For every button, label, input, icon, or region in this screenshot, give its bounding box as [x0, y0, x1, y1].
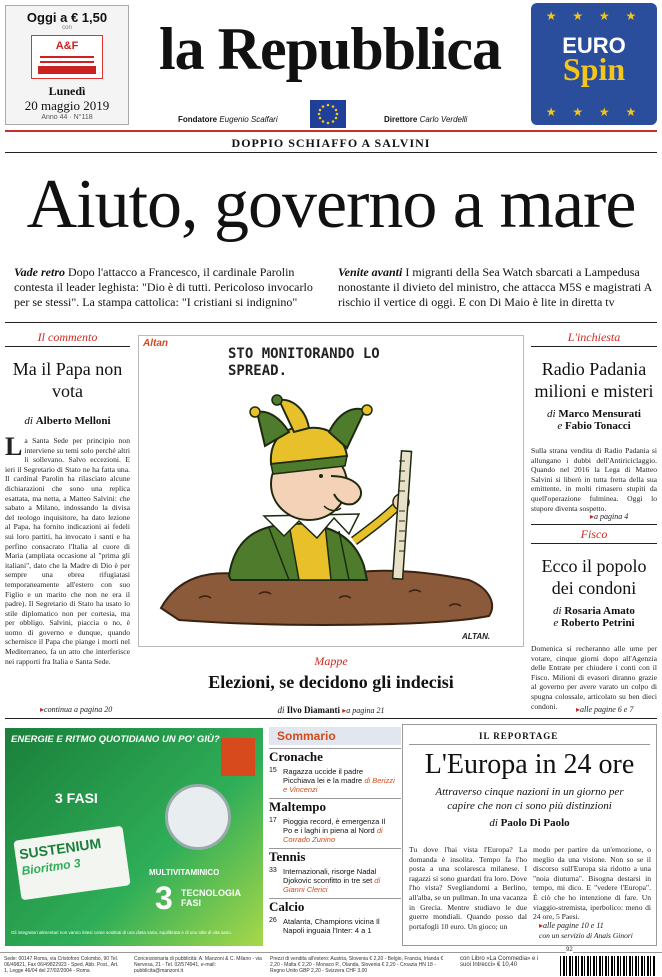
founder-credit: Fondatore Eugenio Scalfari [178, 115, 278, 124]
commento-label: Il commento [37, 330, 98, 344]
fisco-rule-top [531, 524, 657, 525]
sommario-page-num: 26 [269, 917, 277, 924]
sommario-entry: Atalanta, Champions vicina Il Napoli inguaia l'Inter: 4 a 1 [283, 917, 380, 935]
ad-brand: SUSTENIUM [18, 834, 103, 863]
sustenium-ad[interactable] [5, 728, 263, 946]
lead-deck-left [14, 265, 322, 310]
eurospin-ad[interactable] [531, 3, 657, 125]
lead-rule [5, 322, 657, 323]
issue-day: Lunedì [48, 84, 86, 98]
commento-link[interactable]: ▸ continua a pagina 20 [40, 705, 112, 714]
kicker-rule [5, 152, 657, 153]
sommario-section-name: Maltempo [269, 799, 327, 814]
inchiesta-body: Sulla strana vendita di Radio Padania si allungano i dubbi dell'Antiriciclaggio. Quando nel 2016 la Lega di Matteo Salvini si liberò in tutta fretta della sua emittente, in molti rimasero stupiti da quell'operazione fulminea. Oggi lo stupore diventa sospetto. [531, 446, 657, 513]
ad-tech: TECNOLOGIA FASI [181, 888, 241, 908]
sommario-section[interactable] [269, 798, 401, 846]
inchiesta-rule [531, 346, 657, 347]
sommario-section-name: Cronache [269, 749, 323, 764]
sommario-entry: Pioggia record, è emergenza Il Po e i laghi in piena al Nord di Corrado Zunino [283, 817, 386, 844]
reportage-col1: Tu dove l'hai vista l'Europa? La domanda è insolita. Tempo fa l'ho posta a una scolaresca milanese. I ragazzi si sono guardati fra loro. Dove l'ho vista? Svegliandomi a Berlino, all'alba, se un pullman. In una vacanza in Grecia. Mentre studiavo le due guerre mondiali. Quando posso dal portafogli 10 euro. Un gioco; un [409, 845, 527, 931]
cartoon-signature: ALTAN. [462, 632, 491, 641]
fisco-body: Domenica si recheranno alle urne per votare, cinque giorni dopo all'Agenzia delle Entrate per chiudere i conti con il Fisco. Milioni di evasori diranno grazie al governo per avere varato un colpo di spugna colossale, articolato su ben dieci condoni. [531, 644, 657, 711]
sommario-section[interactable] [269, 898, 401, 937]
reportage-subtitle: Attraverso cinque nazioni in un giorno per capire che non ci sono più distinzioni [435, 786, 624, 812]
bottom-rule [5, 718, 657, 719]
fisco-label: Fisco [580, 527, 608, 541]
ad-tech-num: 3 [155, 880, 173, 916]
fisco-link[interactable]: ▸ alle pagine 6 e 7 [576, 705, 633, 714]
mappe-link[interactable]: ▸ a pagina 21 [342, 706, 384, 715]
barcode-icon [560, 956, 656, 976]
promo-tag: con [62, 25, 72, 31]
sommario-page-num: 17 [269, 817, 277, 824]
ad-logo-badge [221, 738, 255, 776]
issue-date: 20 maggio 2019 [24, 98, 110, 113]
commento-title[interactable]: Ma il Papa non vota [12, 359, 123, 401]
promo-brand: A&F [55, 40, 79, 52]
sommario-section[interactable] [269, 848, 401, 896]
commento-body: La Santa Sede per principio non interviene su temi solo perché altri li sollevano. Salvo eccezioni. E ieri il Segretario di Stato ne ha fatta una. Il cardinal Parolin ha rilasciato alcune dichiarazioni che sono una replica esattata, ma netta, a Matteo Salvini: che sabato a Milano, indossando la divisa del teologo inquisitore, ha dato lezione al Papa, ha fornito indicazioni ai fedeli sui loro partiti, ha invocato i santi e ha perfino consacrato l'Italia al cuore di Maria (ampliata occasione al "prima gli italiani", dato che la Madre di Dio è per sempre una ebrea rifugiatasi temporaneamente all'estero con suo Figlio e un marito che non ne era il padre). Il Segretario di Stato ha usato lo stile diplomatico non per cortesia, ma per obbligo. Salvini, piaccia o no, è uomo di governo e dunque, quando schernisce il Papa che piange i morti nel Mediterraneo, fa un atto che interferisce nei rapporti fra Italia e Santa Sede. [5, 432, 130, 666]
inchiesta-byline: di Marco Mensurati e Fabio Tonacci [547, 408, 641, 432]
altan-cartoon [138, 335, 524, 647]
reportage-box [402, 724, 657, 946]
reportage-service: con un servizio di Anais Ginori [539, 931, 633, 940]
reportage-byline: di Paolo Di Paolo [489, 817, 570, 829]
deck-left-kicker: Vade retro [14, 265, 65, 279]
director-credit: Direttore Carlo Verdelli [384, 115, 468, 124]
ad-note: Gli integratori alimentari non vanno intesi come sostituti di una dieta varia, equilibrata e di uno stile di vita sano. [11, 930, 232, 935]
ad-stars-bottom: ★ ★ ★ ★ [545, 105, 643, 119]
footer-ads: Concessionaria di pubblicità: A. Manzoni & C. Milano - via Nervesa, 21 - Tel. 02/574941, e-mail: pubblicita@manzoni.it [134, 956, 262, 974]
reportage-label: IL REPORTAGE [409, 731, 650, 745]
sommario-page-num: 15 [269, 767, 277, 774]
sommario-page-num: 33 [269, 867, 277, 874]
cartoon-label: Altan [143, 338, 168, 349]
footer-prices: Prezzi di vendita all'estero: Austria, Slovenia € 2,20 - Belgio, Francia, Irlanda € 2,20 - Malta € 2,20 - Monaco P., Olanda, Slovenia € 2,20 - Croazia HN 18 - Regno Unito GBP 2,20 - Svizzera CHF 3,00 [270, 956, 444, 974]
deck-right-text: I migranti della Sea Watch sbarcati a Lampedusa nonostante il divieto del ministro, che attacca M5S e magistrati A rischio il vertice di oggi. E con Di Maio è lite in diretta tv [338, 265, 652, 309]
ad-brand-line2: Spin [562, 51, 626, 87]
inchiesta-label: L'inchiesta [567, 330, 621, 344]
footer [0, 947, 662, 977]
commento-rule [5, 346, 130, 347]
sommario-entry: Internazionali, risorge Nadal Djokovic sconfitto in tre set di Gianni Clerici [283, 867, 381, 894]
footer-address: Sede: 00147 Roma, via Cristoforo Colombo, 90 Tel. 06/49821, Fax 06/49822923 - Sped. Abb. Post., Art. 1, Legge 46/04 del 27/02/2004 - Roma [4, 956, 119, 974]
issue-number: Anno 44 · N°118 [41, 114, 93, 121]
ad-tagline: ENERGIE E RITMO QUOTIDIANO UN PO' GIÙ? [11, 734, 220, 745]
pill-icon [165, 784, 231, 850]
deck-left-text: Dopo l'attacco a Francesco, il cardinale Parolin contesta il leader leghista: "Dio è di tutti. Pericoloso invocarlo per se stessi". La stampa cattolica: "I cristiani si indignino" [14, 265, 313, 309]
product-box [13, 826, 130, 901]
commento-dropcap: L [5, 432, 23, 461]
lead-kicker: DOPPIO SCHIAFFO A SALVINI [231, 136, 431, 150]
cartoon-caption: STO MONITORANDO LO SPREAD. [228, 346, 380, 379]
barcode-number: 92 [566, 947, 573, 953]
reportage-title[interactable]: L'Europa in 24 ore [424, 749, 635, 780]
ad-product: Bioritmo 3 [20, 855, 82, 879]
newspaper-logo[interactable]: la Repubblica [158, 16, 502, 82]
reportage-link[interactable]: ▸ alle pagine 10 e 11 [539, 921, 604, 930]
deck-right-kicker: Venite avanti [338, 265, 403, 279]
lead-headline[interactable]: Aiuto, governo a mare [26, 166, 636, 243]
ad-stars-top: ★ ★ ★ ★ [545, 9, 643, 23]
ad-fasi: 3 FASI [55, 790, 98, 806]
sommario-section[interactable] [269, 748, 401, 796]
mappe-byline: di Ilvo Diamanti ▸ a pagina 21 [138, 705, 524, 715]
inchiesta-title[interactable]: Radio Padania milioni e misteri [534, 359, 654, 401]
inchiesta-link[interactable]: ▸ a pagina 4 [590, 512, 628, 521]
lead-deck-right [338, 265, 654, 310]
sommario-title: Sommario [269, 727, 401, 745]
eu-flag-icon [310, 100, 346, 128]
footer-offer: con Libro «La Commedia» e i suoi Intrecci» € 10,40 [460, 956, 539, 968]
mappe-label: Mappe [314, 654, 348, 668]
sommario-section-name: Calcio [269, 899, 305, 914]
fisco-rule [531, 543, 657, 544]
sommario-entry: Ragazza uccide il padre Picchiava lei e la madre di Berizzi e Vincenzi [283, 767, 395, 794]
ad-multi: MULTIVITAMINICO [149, 868, 220, 877]
masthead-rule [5, 130, 657, 132]
sommario-list [269, 748, 401, 937]
fisco-byline: di Rosaria Amato e Roberto Petrini [553, 605, 635, 629]
price-label: Oggi a € 1,50 [26, 10, 108, 25]
ad-brand-line1: EURO [562, 33, 626, 58]
sommario-section-name: Tennis [269, 849, 306, 864]
commento-byline: di Alberto Melloni [24, 415, 111, 427]
reportage-col2: modo per partire da un'emozione, o meglio da una visione. Non so se il discorso sull'Europa sia ridotto a una "noia diuturna". Bisogna destarsi in tempo, mi dico. E "vedere l'Europa". È ciò che ho intenzione di fare. Un viaggio-stremista, iperbolico: meno di 24 ore, 5 Paesi. [533, 845, 651, 922]
fisco-title[interactable]: Ecco il popolo dei condoni [541, 556, 647, 598]
mappe-title[interactable]: Elezioni, se decidono gli indecisi [208, 672, 454, 692]
promo-image [31, 35, 103, 79]
